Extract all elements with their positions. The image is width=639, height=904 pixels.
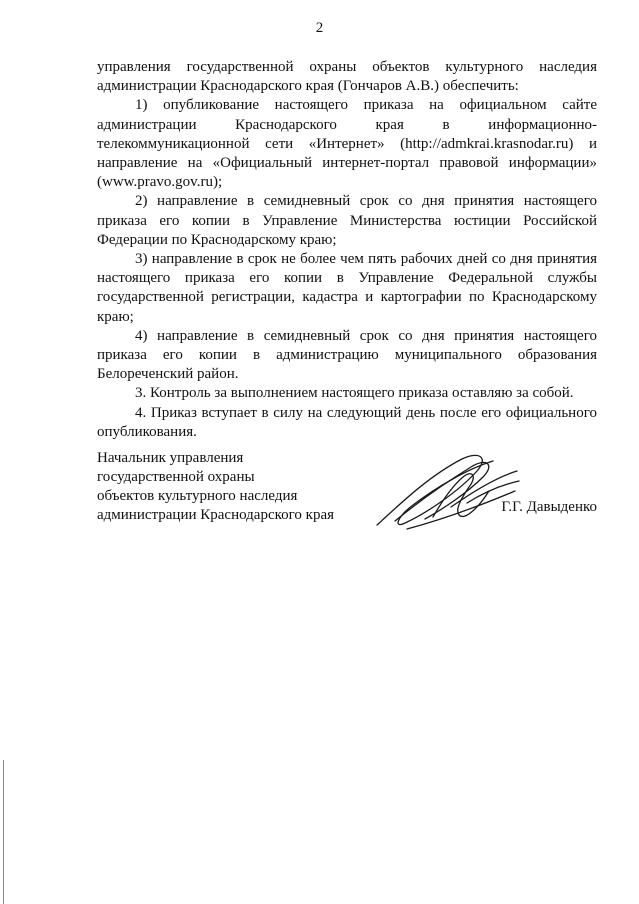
signer-title-line: объектов культурного наследия [97,488,298,504]
paragraph-item-1: 1) опубликование настоящего приказа на официальном сайте администрации Краснодарского края в информационно-телекоммуникационной сети «Интернет» (http://admkrai.krasnodar.ru) и направление на «Официальный интернет-портал правовой информации» (www.pravo.gov.ru); [97,97,597,191]
signature-block [97,449,597,539]
paragraph-item-2: 2) направление в семидневный срок со дня принятия настоящего приказа его копии в Управление Министерства юстиции Российской Федерации по Краснодарскому краю; [97,193,597,248]
signer-title-line: государственной охраны [97,469,255,485]
page-number: 2 [315,20,324,36]
signer-title-line: Начальник управления [97,450,244,466]
paragraph-intro: управления государственной охраны объектов культурного наследия администрации Краснодарского края (Гончаров А.В.) обеспечить: [97,59,597,95]
paragraph-item-3: 3) направление в срок не более чем пять рабочих дней со дня принятия настоящего приказа его копии в Управление Федеральной службы государственной регистрации, кадастра и картографии по Краснодарскому краю; [97,251,597,325]
scan-edge-line [3,760,4,904]
paragraph-clause-3: 3. Контроль за выполнением настоящего приказа оставляю за собой. [135,385,574,402]
signer-title [97,449,334,525]
handwritten-signature-icon [367,447,527,533]
document-body [97,58,597,442]
signer-title-line: администрации Краснодарского края [97,507,335,523]
paragraph-item-4: 4) направление в семидневный срок со дня принятия настоящего приказа его копии в администрацию муниципального образования Белореченский район. [97,327,597,383]
paragraph-clause-4: 4. Приказ вступает в силу на следующий день после его официального опубликования. [97,404,597,440]
signer-name: Г.Г. Давыденко [501,499,597,515]
